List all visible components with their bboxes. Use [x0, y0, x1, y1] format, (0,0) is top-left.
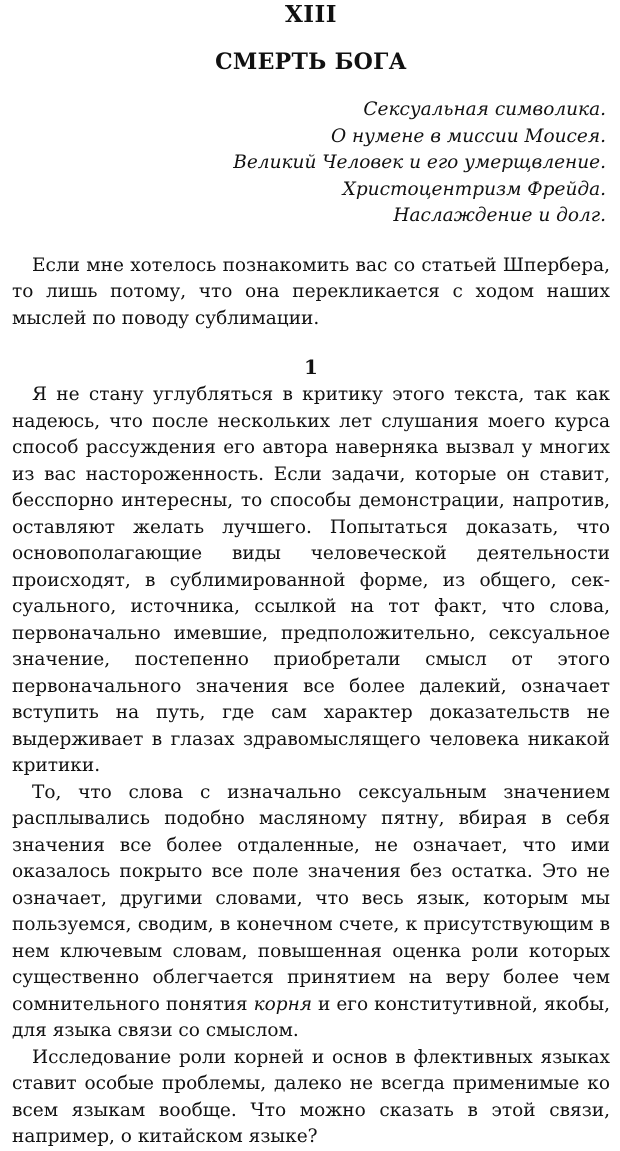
- section-number: 1: [304, 355, 318, 379]
- epigraph-line: Великий Человек и его умерщвление.: [233, 152, 606, 173]
- chapter-title: СМЕРТЬ БОГА: [215, 49, 407, 75]
- chapter-number: XIII: [284, 1, 338, 28]
- intro-paragraph: Если мне хотелось познакомить вас со статьей Шпербера, то лишь потому, что она перекликается с ходом наших мыслей по поводу сублимации.: [12, 254, 610, 329]
- body-paragraph-1: Я не стану углубляться в критику этого текста, так как надеюсь, что после нескольких лет слушания моего курса способ рассуждения его автора наверняка вызвал у многих из вас настороженность. Если задачи, которые он ставит, бесспорно интересны, то способы демонстрации, напротив, оставляют желать лучшего. Попытаться доказать, что основополагающие виды человеческой деятельности происходят, в сублимированной форме, из общего, сексуального, источника, ссылкой на тот факт, что слова, первоначально имевшие, предположительно, сексуальное значение, постепенно приобретали смысл от этого первоначального значения все более далекий, означает вступить на путь, где сам характер доказательств не выдерживает в глазах здравомыслящего человека никакой критики.: [12, 384, 610, 776]
- paragraph-text: и его конститутивной, якобы, для языка связи со смыслом.: [12, 993, 610, 1041]
- epigraph-line: Наслаждение и долг.: [393, 205, 606, 226]
- emphasized-word: корня: [253, 993, 313, 1015]
- body-paragraph-2: [12, 780, 610, 1045]
- epigraph-line: О нумене в миссии Моисея.: [330, 125, 606, 147]
- page-content: [12, 1, 610, 1147]
- epigraph-line: Христоцентризм Фрейда.: [342, 178, 606, 200]
- body-paragraph-3: Исследование роли корней и основ в флективных языках ставит особые проблемы, далеко не всегда применимые ко всем языкам вообще. Что можно сказать в этой связи, например, о китайском языке?: [12, 1046, 610, 1147]
- epigraph-line: Сексуальная символика.: [363, 99, 606, 120]
- chapter-epigraph: [12, 97, 610, 230]
- paragraph-text: То, что слова с изначально сексуальным значением расплывались подобно масляному пятну, вбирая в себя значения все более отдаленные, не означает, что ими оказалось покрыто все поле значения без остатка. Это не означает, другими словами, что весь язык, которым мы пользуемся, сводим, в конечном счете, к присутствующим в нем ключевым словам, повышенная оценка роли которых существенно облегчается принятием на веру более чем сомнительного понятия: [12, 781, 610, 1015]
- intro-section: [12, 253, 610, 333]
